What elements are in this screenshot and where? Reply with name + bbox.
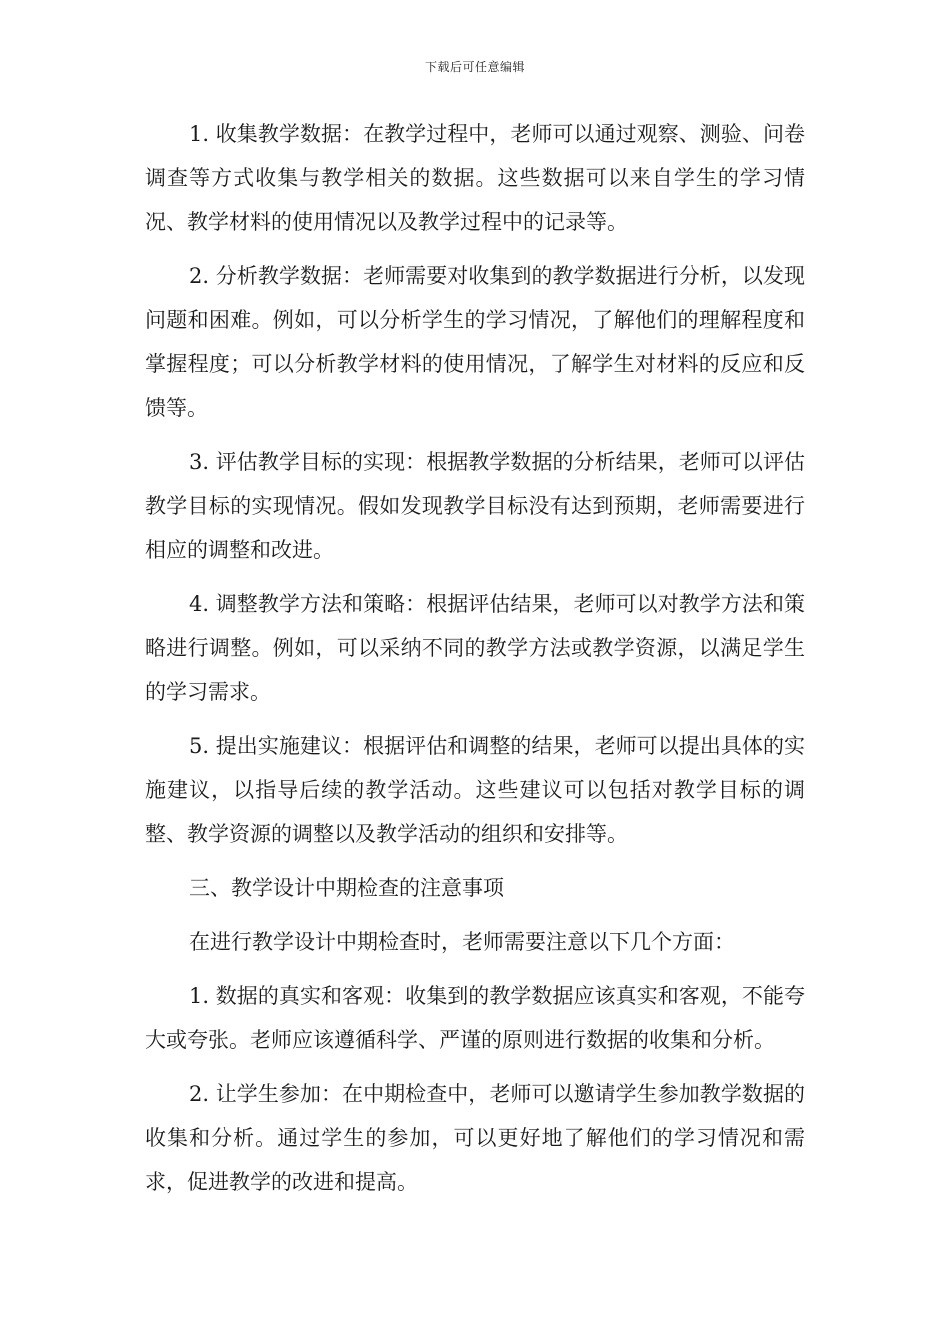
paragraph-analyze-data: 2. 分析教学数据：老师需要对收集到的教学数据进行分析，以发现问题和困难。例如，可以分析学生的学习情况，了解他们的理解程度和掌握程度；可以分析教学材料的使用情况，了解学生对材料的反应和反馈等。 [145, 264, 805, 420]
paragraph-collect-data: 1. 收集教学数据：在教学过程中，老师可以通过观察、测验、问卷调查等方式收集与教学相关的数据。这些数据可以来自学生的学习情况、教学材料的使用情况以及教学过程中的记录等。 [145, 122, 805, 234]
paragraph-notes-intro: 在进行教学设计中期检查时，老师需要注意以下几个方面： [189, 930, 735, 954]
section-heading-notes: 三、教学设计中期检查的注意事项 [189, 876, 504, 900]
paragraph-evaluate-goals: 3. 评估教学目标的实现：根据教学数据的分析结果，老师可以评估教学目标的实现情况。假如发现教学目标没有达到预期，老师需要进行相应的调整和改进。 [145, 450, 805, 562]
paragraph-suggestions: 5. 提出实施建议：根据评估和调整的结果，老师可以提出具体的实施建议，以指导后续的教学活动。这些建议可以包括对教学目标的调整、教学资源的调整以及教学活动的组织和安排等。 [145, 734, 805, 846]
paragraph-student-participation: 2. 让学生参加：在中期检查中，老师可以邀请学生参加教学数据的收集和分析。通过学生的参加，可以更好地了解他们的学习情况和需求，促进教学的改进和提高。 [145, 1082, 805, 1194]
paragraph-adjust-methods: 4. 调整教学方法和策略：根据评估结果，老师可以对教学方法和策略进行调整。例如，可以采纳不同的教学方法或教学资源，以满足学生的学习需求。 [145, 592, 805, 704]
header-note: 下载后可任意编辑 [424, 60, 525, 74]
document-body [145, 112, 805, 1214]
paragraph-data-objective: 1. 数据的真实和客观：收集到的教学数据应该真实和客观，不能夸大或夸张。老师应该遵循科学、严谨的原则进行数据的收集和分析。 [145, 984, 805, 1052]
